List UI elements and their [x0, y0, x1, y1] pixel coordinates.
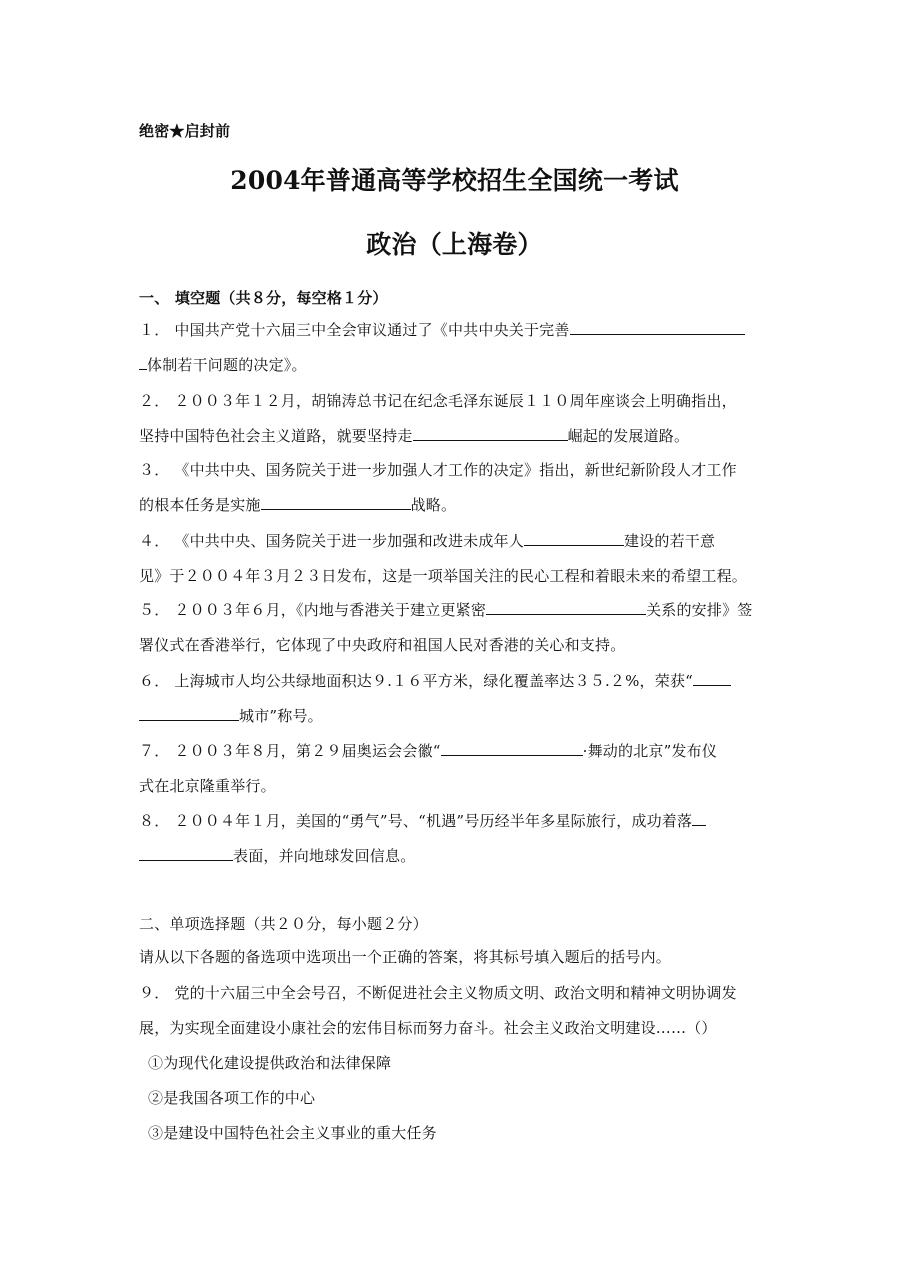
answer-blank	[693, 671, 731, 686]
question-2-text-b1: 坚持中国特色社会主义道路，就要坚持走	[139, 427, 413, 445]
answer-blank	[139, 706, 239, 721]
question-1-text-b: 体制若干问题的决定》。	[147, 356, 307, 374]
answer-blank	[524, 531, 624, 546]
question-7-line-1	[139, 741, 779, 761]
answer-blank	[486, 600, 646, 615]
question-4-line-2: 见》于２００４年３月２３日发布，这是一项举国关注的民心工程和着眼未来的希望工程。	[139, 567, 748, 585]
question-7-line-2: 式在北京隆重举行。	[139, 777, 276, 795]
question-6-line-2	[139, 706, 779, 726]
question-1-line-2	[139, 355, 779, 375]
question-2-text-b2: 崛起的发展道路。	[567, 427, 690, 445]
question-3-text-b2: 战略。	[410, 496, 457, 514]
answer-blank	[139, 355, 147, 370]
question-9-option-2: ②是我国各项工作的中心	[148, 1089, 316, 1107]
answer-blank	[261, 495, 411, 510]
question-4-text-a1: ４． 《中共中央、国务院关于进一步加强和改进未成年人	[139, 532, 524, 550]
question-7-text-a2: ·舞动的北京”发布仪	[582, 742, 718, 760]
question-9-option-1: ①为现代化建设提供政治和法律保障	[148, 1054, 392, 1072]
section1-heading: 一、 填空题（共８分，每空格１分）	[139, 289, 388, 307]
question-5-text-a1: ５． ２００３年６月，《内地与香港关于建立更紧密	[139, 601, 487, 619]
question-9-line-1: ９． 党的十六届三中全会号召，不断促进社会主义物质文明、政治文明和精神文明协调发	[139, 984, 737, 1002]
exam-title: 2004年普通高等学校招生全国统一考试	[230, 166, 679, 195]
question-1-text-a: １． 中国共产党十六届三中全会审议通过了《中共中央关于完善	[139, 321, 570, 339]
question-3-text-b1: 的根本任务是实施	[139, 496, 261, 514]
question-3-line-1: ３． 《中共中央、国务院关于进一步加强人才工作的决定》指出，新世纪新阶段人才工作	[139, 461, 737, 479]
question-8-text-a: ８． ２００４年１月，美国的“勇气”号、“机遇”号历经半年多星际旅行，成功着落	[139, 812, 693, 830]
section2-instruction: 请从以下各题的备选项中选项出一个正确的答案，将其标号填入题后的括号内。	[139, 948, 672, 966]
question-2-line-2	[139, 426, 779, 446]
question-9-option-3: ③是建设中国特色社会主义事业的重大任务	[148, 1124, 437, 1142]
exam-subtitle: 政治（上海卷）	[366, 230, 543, 259]
answer-blank	[413, 426, 568, 441]
question-6-text-b: 城市”称号。	[239, 707, 323, 725]
question-1-line-1	[139, 320, 779, 340]
question-8-line-1	[139, 811, 779, 831]
question-5-line-1	[139, 600, 779, 620]
question-2-line-1: ２． ２００３年１２月，胡锦涛总书记在纪念毛泽东诞辰１１０周年座谈会上明确指出，	[139, 392, 737, 410]
section2-heading: 二、单项选择题（共２０分，每小题２分）	[139, 915, 428, 933]
answer-blank	[692, 811, 706, 826]
question-5-text-a2: 关系的安排》签	[646, 601, 753, 619]
question-6-text-a: ６． 上海城市人均公共绿地面积达９.１６平方米，绿化覆盖率达３５.２%，荣获“	[139, 672, 694, 690]
question-6-line-1	[139, 671, 779, 691]
question-7-text-a1: ７． ２００３年８月，第２９届奥运会会徽“	[139, 742, 441, 760]
answer-blank	[441, 741, 583, 756]
answer-blank	[570, 320, 745, 335]
question-3-line-2	[139, 495, 779, 515]
question-8-line-2	[139, 846, 779, 866]
question-8-text-b: 表面，并向地球发回信息。	[233, 847, 416, 865]
confidential-label: 绝密★启封前	[139, 122, 231, 140]
question-4-line-1	[139, 531, 779, 551]
question-4-text-a2: 建设的若干意	[623, 532, 716, 550]
question-5-line-2: 署仪式在香港举行，它体现了中央政府和祖国人民对香港的关心和支持。	[139, 636, 626, 654]
question-9-line-2: 展，为实现全面建设小康社会的宏伟目标而努力奋斗。社会主义政治文明建设……（）	[139, 1019, 717, 1037]
answer-blank	[139, 846, 233, 861]
